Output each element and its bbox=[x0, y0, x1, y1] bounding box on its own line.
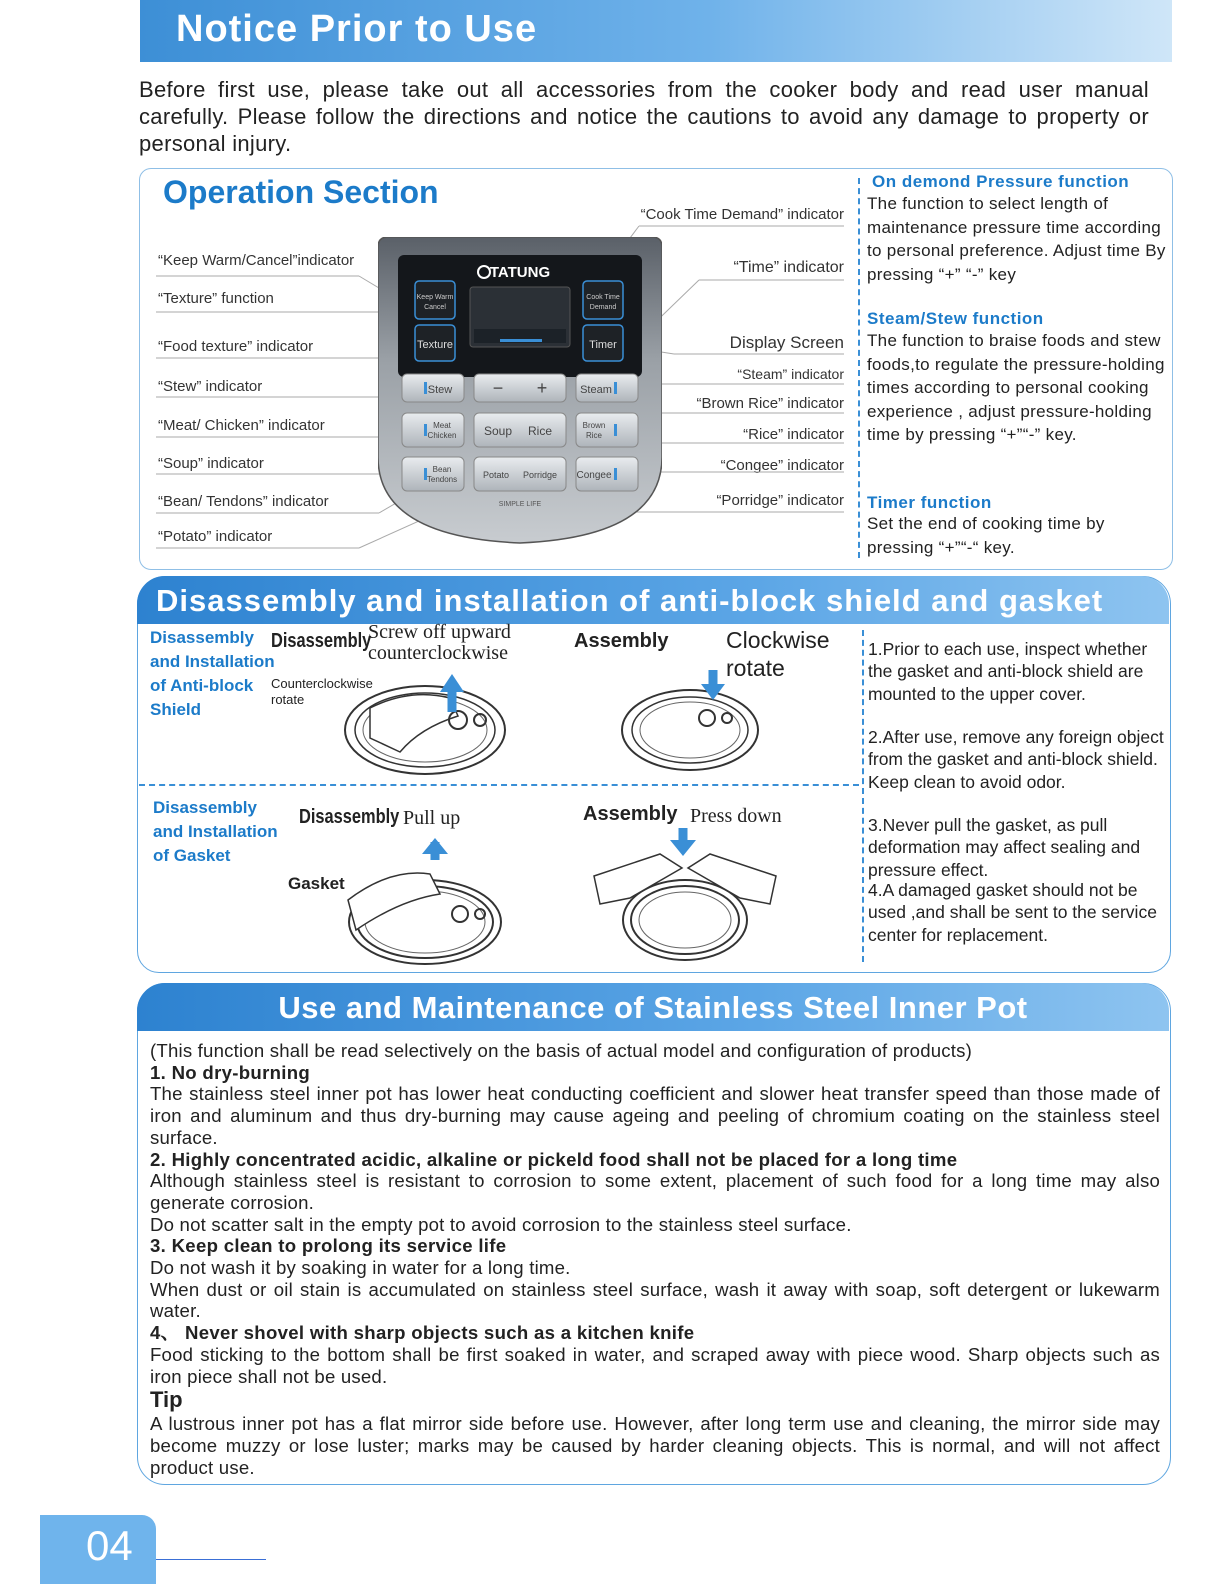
gasket-assembly-label: Assembly bbox=[583, 803, 678, 825]
svg-text:Cancel: Cancel bbox=[424, 304, 446, 311]
panel-stew: Stew bbox=[427, 384, 453, 396]
intro-paragraph: Before first use, please take out all accessories from the cooker body and read user manual carefully. Please follow the directions and notice the cautions to avoid any damage to property or personal injury. bbox=[139, 77, 1149, 156]
label-rice: “Rice” indicator bbox=[743, 426, 844, 443]
gasket-section-label: Disassembly and Installation of Gasket bbox=[153, 798, 278, 865]
label-meat-chicken: “Meat/ Chicken” indicator bbox=[158, 417, 325, 434]
on-demand-text: The function to select length of maintenance pressure time according to personal preference. Adjust time By pressing “+” “-” key bbox=[867, 194, 1166, 284]
panel-soup: Soup bbox=[483, 424, 513, 438]
label-food-texture: “Food texture” indicator bbox=[158, 338, 314, 355]
panel-timer-text: Timer bbox=[589, 339, 617, 351]
maintenance-para-4: Food sticking to the bottom shall be first soaked in water, and scraped away with piece wood. Sharp objects such as iron piece shall not be used. bbox=[150, 1343, 1160, 1387]
label-steam: “Steam” indicator bbox=[737, 366, 844, 382]
on-demand-heading: On demond Pressure function bbox=[872, 172, 1130, 191]
panel-texture-text: Texture bbox=[416, 339, 454, 351]
gasket-disassembly-illustration bbox=[340, 838, 510, 968]
disassembly-title: Disassembly and installation of anti-block shield and gasket bbox=[156, 583, 1104, 618]
shield-counter-label: Counterclockwise rotate bbox=[271, 676, 373, 707]
label-time: “Time” indicator bbox=[733, 259, 844, 276]
label-stew: “Stew” indicator bbox=[158, 378, 263, 395]
shield-section-label: Disassembly and Installation of Anti-block Shield bbox=[150, 628, 275, 719]
shield-disassembly-illustration bbox=[340, 668, 510, 778]
disassembly-note-3: 3.Never pull the gasket, as pull deformation may affect sealing and pressure effect. bbox=[868, 815, 1141, 880]
gasket-assembly-illustration bbox=[590, 828, 780, 968]
panel-porridge: Porridge bbox=[522, 470, 558, 480]
gasket-press-label: Press down bbox=[690, 805, 782, 827]
svg-text:Cook Time: Cook Time bbox=[586, 294, 620, 301]
maintenance-heading-2: 2. Highly concentrated acidic, alkaline or pickeld food shall not be placed for a long time bbox=[150, 1148, 958, 1170]
gasket-pull-label: Pull up bbox=[403, 807, 461, 829]
label-porridge: “Porridge” indicator bbox=[716, 492, 844, 509]
svg-text:Brown: Brown bbox=[582, 421, 606, 430]
label-texture-function: “Texture” function bbox=[158, 290, 274, 307]
control-panel bbox=[378, 237, 662, 547]
svg-text:Rice: Rice bbox=[585, 431, 603, 440]
label-cook-time-demand: “Cook Time Demand” indicator bbox=[640, 206, 844, 223]
panel-brand: TATUNG bbox=[489, 264, 551, 281]
operation-title: Operation Section bbox=[163, 174, 439, 210]
shield-assembly-label: Assembly bbox=[574, 630, 669, 652]
maintenance-para-2b: Do not scatter salt in the empty pot to avoid corrosion to the stainless steel surface. bbox=[150, 1213, 852, 1235]
panel-steam: Steam bbox=[580, 384, 612, 396]
disassembly-note-2: 2.After use, remove any foreign object from the gasket and anti-block shield. Keep clean to avoid odor. bbox=[868, 727, 1164, 792]
label-keep-warm: “Keep Warm/Cancel”indicator bbox=[158, 252, 355, 269]
label-brown-rice: “Brown Rice” indicator bbox=[696, 395, 844, 412]
maintenance-title: Use and Maintenance of Stainless Steel Inner Pot bbox=[278, 990, 1028, 1025]
label-soup: “Soup” indicator bbox=[158, 455, 264, 472]
shield-assembly-illustration bbox=[615, 668, 765, 778]
panel-plus: + bbox=[536, 378, 548, 398]
maintenance-heading-1: 1. No dry-burning bbox=[150, 1061, 311, 1083]
timer-heading: Timer function bbox=[867, 493, 992, 512]
label-congee: “Congee” indicator bbox=[720, 457, 844, 474]
maintenance-heading-4: 4、 Never shovel with sharp objects such as a kitchen knife bbox=[150, 1322, 695, 1344]
maintenance-tip: A lustrous inner pot has a flat mirror side before use. However, after long term use and cleaning, the mirror side may become muzzy or lose luster; marks may be caused by harder cleaning objects. This is normal, and will not affect product use. bbox=[150, 1413, 1160, 1478]
maintenance-para-3b: When dust or oil stain is accumulated on stainless steel surface, wash it away with soap, soft detergent or lukewarm water. bbox=[150, 1278, 1160, 1322]
maintenance-intro: (This function shall be read selectively on the basis of actual model and configuration of products) bbox=[150, 1040, 973, 1061]
maintenance-body bbox=[150, 1040, 1160, 1478]
disassembly-horizontal-divider bbox=[139, 784, 859, 786]
disassembly-note-1: 1.Prior to each use, inspect whether the gasket and anti-block shield are mounted to the upper cover. bbox=[868, 639, 1148, 704]
svg-text:Chicken: Chicken bbox=[427, 431, 457, 440]
page-number-underline bbox=[156, 1559, 266, 1560]
label-display-screen: Display Screen bbox=[729, 333, 844, 352]
gasket-disassembly-label: Disassembly bbox=[299, 806, 400, 828]
panel-minus: − bbox=[492, 378, 504, 398]
panel-slogan: SIMPLE LIFE bbox=[498, 501, 542, 508]
svg-text:Bean: Bean bbox=[432, 465, 452, 474]
svg-text:Tendons: Tendons bbox=[426, 475, 458, 484]
svg-text:Keep Warm: Keep Warm bbox=[416, 294, 454, 301]
gasket-word-label: Gasket bbox=[288, 874, 345, 893]
shield-clockwise-label: Clockwise rotate bbox=[726, 627, 830, 681]
panel-congee: Congee bbox=[576, 470, 612, 481]
page-number: 04 bbox=[86, 1522, 133, 1569]
label-potato: “Potato” indicator bbox=[158, 528, 273, 545]
maintenance-para-3a: Do not wash it by soaking in water for a long time. bbox=[150, 1257, 571, 1279]
operation-divider bbox=[858, 178, 860, 558]
maintenance-heading-3: 3. Keep clean to prolong its service life bbox=[150, 1235, 507, 1257]
panel-potato: Potato bbox=[482, 470, 510, 480]
page-title: Notice Prior to Use bbox=[176, 8, 538, 50]
disassembly-note-4: 4.A damaged gasket should not be used ,and shall be sent to the service center for replacement. bbox=[868, 880, 1157, 945]
maintenance-para-2a: Although stainless steel is resistant to corrosion to some extent, placement of such food for a long time may also generate corrosion. bbox=[150, 1170, 1160, 1213]
svg-text:Demand: Demand bbox=[589, 304, 617, 311]
panel-rice: Rice bbox=[527, 424, 553, 438]
shield-disassembly-label: Disassembly bbox=[271, 630, 372, 652]
label-bean-tendons: “Bean/ Tendons” indicator bbox=[158, 493, 329, 510]
steam-stew-heading: Steam/Stew function bbox=[867, 309, 1044, 328]
steam-stew-text: The function to braise foods and stew foods,to regulate the pressure-holding times according to personal cooking experience , adjust pressure-holding time by pressing “+”“-” key. bbox=[867, 331, 1165, 444]
timer-text: Set the end of cooking time by pressing “+”“-“ key. bbox=[867, 514, 1105, 557]
disassembly-vertical-divider bbox=[862, 630, 864, 962]
maintenance-para-1: The stainless steel inner pot has lower heat conducting coefficient and slower heat transfer speed than those made of iron and aluminum and thus dry-burning may cause ageing and peeling of chromium coating on the stainless steel surface. bbox=[150, 1083, 1160, 1148]
maintenance-tip-heading: Tip bbox=[150, 1387, 183, 1413]
svg-text:Meat: Meat bbox=[433, 421, 451, 430]
shield-screw-label: Screw off upward counterclockwise bbox=[368, 621, 511, 664]
